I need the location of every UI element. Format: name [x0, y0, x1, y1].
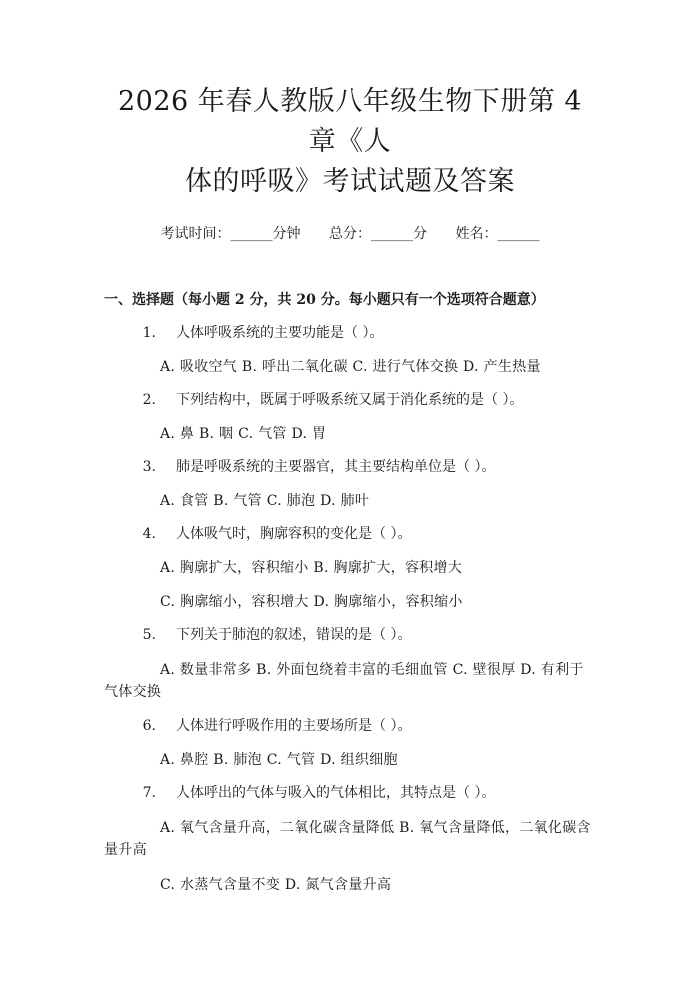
question-text: 人体呼出的气体与吸入的气体相比，其特点是（ ）。 — [176, 785, 496, 801]
question-2 — [104, 390, 596, 410]
question-number: 4. — [142, 526, 156, 542]
question-7 — [104, 783, 596, 803]
question-number: 2. — [142, 392, 156, 408]
exam-page — [0, 82, 700, 987]
question-6 — [104, 716, 596, 736]
question-number: 7. — [142, 785, 156, 801]
question-text: 人体呼吸系统的主要功能是（ ）。 — [176, 325, 384, 341]
question-number: 3. — [142, 459, 156, 475]
question-1-options: A. 吸收空气 B. 呼出二氧化碳 C. 进行气体交换 D. 产生热量 — [160, 359, 541, 375]
question-6-options: A. 鼻腔 B. 肺泡 C. 气管 D. 组织细胞 — [160, 752, 398, 768]
question-4-options-line-2: C. 胸廓缩小，容积增大 D. 胸廓缩小，容积缩小 — [160, 594, 463, 610]
question-number: 6. — [142, 718, 156, 734]
question-number: 5. — [142, 627, 156, 643]
question-text: 下列关于肺泡的叙述，错误的是（ ）。 — [176, 627, 412, 643]
total-score-field: 总分：______分 — [329, 226, 427, 242]
question-4-options-line-1: A. 胸廓扩大，容积缩小 B. 胸廓扩大，容积增大 — [160, 560, 463, 576]
question-5 — [104, 625, 596, 645]
question-7-options-line-1: A. 氧气含量升高，二氧化碳含量降低 B. 氧气含量降低，二氧化碳含量升高 — [104, 820, 591, 858]
exam-time-field: 考试时间：______分钟 — [160, 226, 301, 242]
name-field: 姓名：______ — [455, 226, 540, 242]
question-number: 1. — [142, 325, 156, 341]
question-7-options-line-2: C. 水蒸气含量不变 D. 氮气含量升高 — [160, 877, 392, 893]
question-3 — [104, 457, 596, 477]
question-text: 下列结构中，既属于呼吸系统又属于消化系统的是（ ）。 — [176, 392, 524, 408]
exam-title — [104, 82, 596, 202]
exam-title-line-2: 体的呼吸》考试试题及答案 — [185, 166, 515, 197]
section-heading: 一、选择题（每小题 2 分，共 20 分。每小题只有一个选项符合题意） — [104, 292, 545, 308]
question-2-options: A. 鼻 B. 咽 C. 气管 D. 胃 — [160, 426, 327, 442]
question-text: 人体进行呼吸作用的主要场所是（ ）。 — [176, 718, 412, 734]
question-5-options: A. 数量非常多 B. 外面包绕着丰富的毛细血管 C. 壁很厚 D. 有利于气体交换 — [104, 662, 584, 700]
question-4 — [104, 524, 596, 544]
question-1 — [104, 323, 596, 343]
question-3-options: A. 食管 B. 气管 C. 肺泡 D. 肺叶 — [160, 493, 370, 509]
exam-title-line-1: 2026 年春人教版八年级生物下册第 4 章《人 — [117, 86, 583, 157]
exam-meta — [104, 224, 596, 244]
question-text: 人体吸气时，胸廓容积的变化是（ ）。 — [176, 526, 412, 542]
question-text: 肺是呼吸系统的主要器官，其主要结构单位是（ ）。 — [176, 459, 496, 475]
